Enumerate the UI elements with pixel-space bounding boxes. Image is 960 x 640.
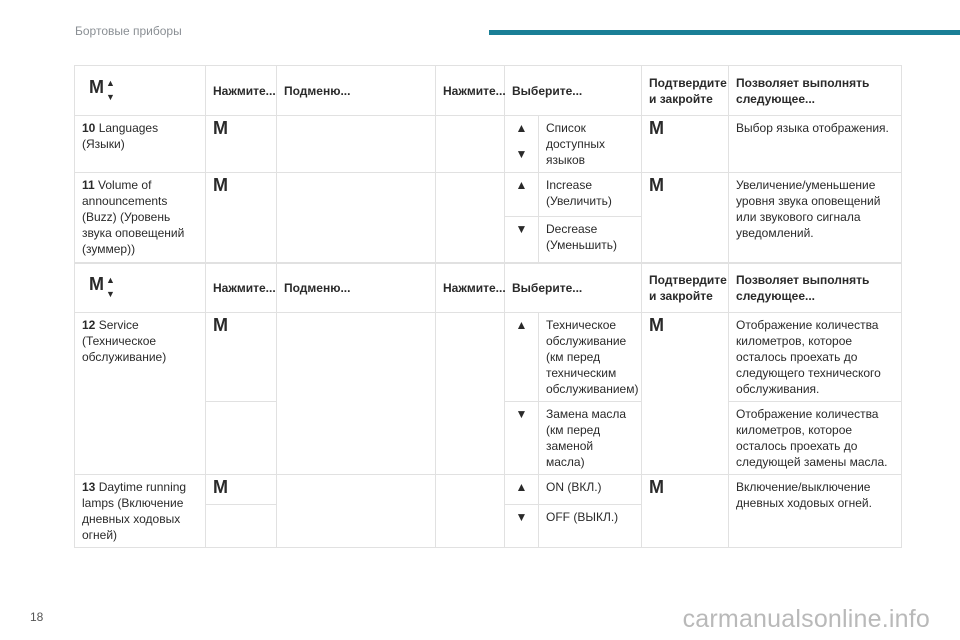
col-press: Нажмите... (206, 66, 277, 116)
option-text: Decrease (Уменьшить) (539, 217, 642, 264)
arrow-up-icon: ▲ (106, 275, 115, 285)
header-title: Бортовые приборы (75, 24, 182, 38)
watermark: carmanualsonline.info (682, 605, 930, 633)
col-allows: Позволяет выполнять следующее... (729, 263, 902, 313)
description-text: Увеличение/уменьшение уровня звука оповещений или звукового сигнала уведомлений. (729, 173, 902, 264)
row-label: 11 Volume of announcements (Buzz) (Уровень звука оповещений (зуммер)) (75, 173, 206, 264)
row-label: 10 Languages (Языки) (75, 116, 206, 173)
m-button-icon: M (213, 477, 228, 497)
description-text: Включение/выключение дневных ходовых огней. (729, 475, 902, 548)
settings-table-1 (74, 65, 902, 264)
col-press: Нажмите... (436, 263, 505, 313)
arrow-up-icon: ▲ (515, 318, 528, 332)
settings-table-2 (74, 262, 902, 548)
m-button-icon: M (649, 315, 665, 335)
option-text: Замена масла (км перед заменой масла) (539, 402, 642, 475)
m-button-icon: M (649, 175, 665, 195)
table-row (75, 313, 902, 402)
col-confirm: Подтвердите и закройте (642, 263, 729, 313)
table-header-row (75, 263, 902, 313)
arrow-down-icon: ▼ (106, 92, 115, 102)
menu-nav-icon (75, 66, 206, 116)
arrow-down-icon: ▼ (515, 147, 528, 161)
col-confirm: Подтвердите и закройте (642, 66, 729, 116)
option-text: Список доступных языков (539, 116, 642, 173)
m-button-icon: M (89, 274, 104, 294)
col-allows: Позволяет выполнять следующее... (729, 66, 902, 116)
table-header-row (75, 66, 902, 116)
m-button-icon: M (213, 315, 228, 335)
table-row (75, 475, 902, 505)
arrow-up-icon: ▲ (515, 480, 528, 494)
menu-nav-icon (75, 263, 206, 313)
arrow-down-icon: ▼ (515, 222, 528, 236)
arrow-up-icon: ▲ (515, 121, 528, 135)
m-button-icon: M (649, 118, 665, 138)
col-select: Выберите... (505, 263, 642, 313)
option-text: Increase (Увеличить) (539, 173, 642, 217)
option-text: Техническое обслуживание (км перед техническим обслуживанием) (539, 313, 642, 402)
col-select: Выберите... (505, 66, 642, 116)
row-label: 12 Service (Техническое обслуживание) (75, 313, 206, 475)
option-text: ON (ВКЛ.) (539, 475, 642, 505)
description-text: Выбор языка отображения. (729, 116, 902, 173)
option-text: OFF (ВЫКЛ.) (539, 505, 642, 548)
m-button-icon: M (649, 477, 665, 497)
arrow-down-icon: ▼ (515, 510, 528, 525)
col-press: Нажмите... (206, 263, 277, 313)
page-number: 18 (30, 610, 44, 624)
m-button-icon: M (213, 118, 228, 138)
description-text: Отображение количества километров, которое осталось проехать до следующего технического обслуживания. (729, 313, 902, 402)
m-button-icon: M (89, 77, 104, 97)
arrow-down-icon: ▼ (106, 289, 115, 299)
description-text: Отображение количества километров, которое осталось проехать до следующей замены масла. (729, 402, 902, 475)
arrow-down-icon: ▼ (515, 407, 528, 421)
arrow-up-icon: ▲ (515, 178, 528, 192)
table-row (75, 173, 902, 217)
arrow-up-icon: ▲ (106, 78, 115, 88)
col-press: Нажмите... (436, 66, 505, 116)
table-row (75, 116, 902, 173)
col-submenu: Подменю... (277, 263, 436, 313)
row-label: 13 Daytime running lamps (Включение дневных ходовых огней) (75, 475, 206, 548)
header-accent-bar (489, 30, 960, 35)
col-submenu: Подменю... (277, 66, 436, 116)
m-button-icon: M (213, 175, 228, 195)
